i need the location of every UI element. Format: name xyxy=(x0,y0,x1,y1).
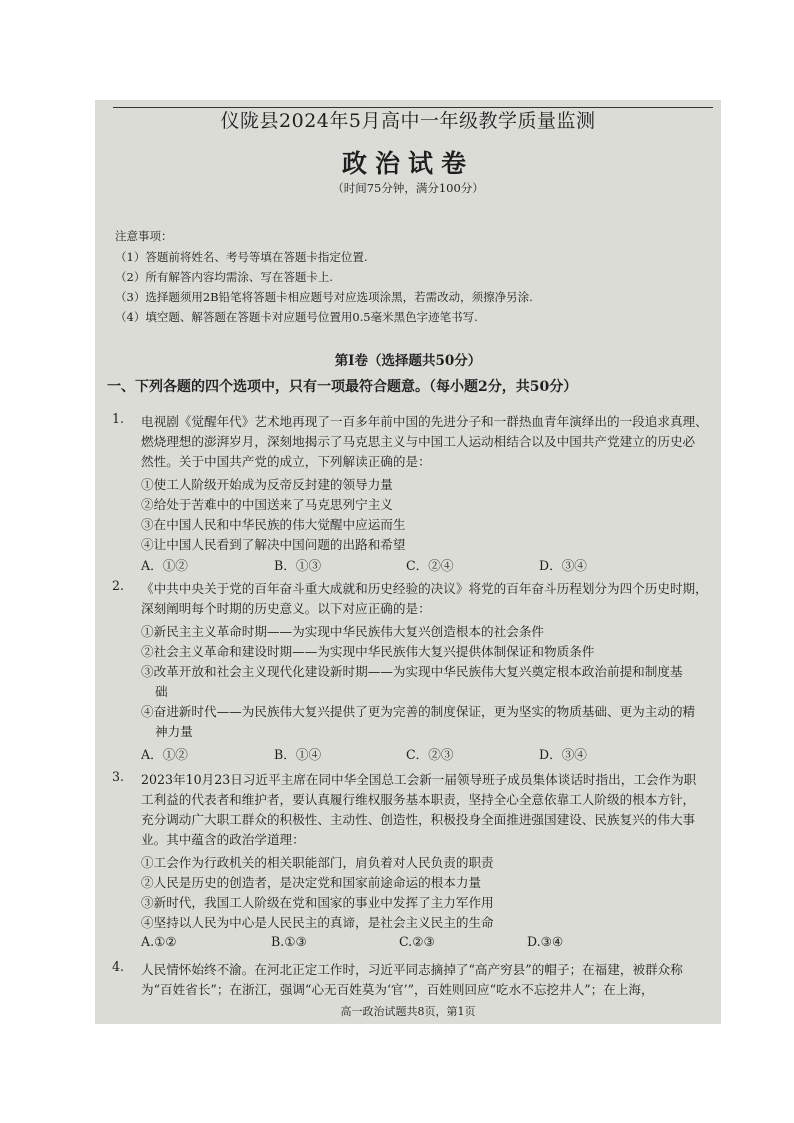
question-text: 电视剧《觉醒年代》艺术地再现了一百多年前中国的先进分子和一群热血青年演绎出的一段追求真理、 xyxy=(141,414,708,429)
question-text: 深刻阐明每个时期的历史意义。以下对应正确的是： xyxy=(141,601,431,616)
exam-title: 仪陇县2024年5月高中一年级教学质量监测 xyxy=(220,110,596,132)
question-statement: ③改革开放和社会主义现代化建设新时期——为实现中华民族伟大复兴奠定根本政治前提和制度基 xyxy=(141,664,683,679)
option-c: C.②③ xyxy=(399,934,435,949)
question-statement: ①工会作为行政机关的相关职能部门，肩负着对人民负责的职责 xyxy=(141,855,494,870)
question-text: 为“百姓省长”；在浙江，强调“心无百姓莫为‘官’”，百姓则回应“吃水不忘挖井人”；在上海， xyxy=(141,982,654,997)
question-statement: ④让中国人民看到了解决中国问题的出路和希望 xyxy=(141,537,406,552)
question-statement: ③在中国人民和中华民族的伟大觉醒中应运而生 xyxy=(141,517,406,532)
option-b: B．①③ xyxy=(274,558,322,573)
note-item: （2）所有解答内容均需涂、写在答题卡上. xyxy=(115,270,333,284)
exam-time-info: （时间75分钟，满分100分） xyxy=(332,181,484,195)
option-a: A.①② xyxy=(141,934,177,949)
question-statement: ①新民主主义革命时期——为实现中华民族伟大复兴创造根本的社会条件 xyxy=(141,624,544,639)
question-number: 3. xyxy=(112,769,125,784)
question-statement: 神力量 xyxy=(155,724,193,739)
answer-options xyxy=(141,934,701,952)
part-heading: 一、下列各题的四个选项中，只有一项最符合题意。（每小题2分，共50分） xyxy=(107,379,578,395)
question-number: 2. xyxy=(112,578,125,593)
option-c: C．②③ xyxy=(406,747,454,762)
question-text: 《中共中央关于党的百年奋斗重大成就和历史经验的决议》将党的百年奋斗历程划分为四个历史时期， xyxy=(141,581,708,596)
question-text: 燃烧理想的澎湃岁月，深刻地揭示了马克思主义与中国工人运动相结合以及中国共产党建立的历史必 xyxy=(141,434,696,449)
question-number: 4. xyxy=(112,959,125,974)
question-number: 1. xyxy=(112,411,125,426)
question-text: 然性。关于中国共产党的成立，下列解读正确的是： xyxy=(141,454,431,469)
question-text: 2023年10月23日习近平主席在同中华全国总工会新一届领导班子成员集体谈话时指出，工会作为职 xyxy=(141,772,697,787)
note-item: （4）填空题、解答题在答题卡对应题号位置用0.5毫米黑色字迹笔书写. xyxy=(115,310,478,324)
option-a: A．①② xyxy=(141,747,188,762)
question-statement: ④奋进新时代——为民族伟大复兴提供了更为完善的制度保证，更为坚实的物质基础、更为主动的精 xyxy=(141,704,696,719)
option-b: B．①④ xyxy=(274,747,322,762)
option-b: B.①③ xyxy=(271,934,307,949)
question-text: 人民情怀始终不渝。在河北正定工作时，习近平同志摘掉了“高产穷县”的帽子；在福建，被群众称 xyxy=(141,962,683,977)
option-c: C．②④ xyxy=(406,558,454,573)
note-item: （1）答题前将姓名、考号等填在答题卡指定位置. xyxy=(115,250,368,264)
question-statement: ②给处于苦难中的中国送来了马克思列宁主义 xyxy=(141,497,393,512)
option-d: D.③④ xyxy=(527,934,564,949)
option-d: D．③④ xyxy=(539,558,587,573)
question-text: 业。其中蕴含的政治学道理： xyxy=(141,832,305,847)
section-heading: 第Ⅰ卷（选择题共50分） xyxy=(334,353,482,369)
question-statement: ②社会主义革命和建设时期——为实现中华民族伟大复兴提供体制保证和物质条件 xyxy=(141,644,595,659)
exam-subject: 政治试卷 xyxy=(341,149,474,178)
note-item: （3）选择题须用2B铅笔将答题卡相应题号对应选项涂黑，若需改动，须擦净另涂. xyxy=(115,290,533,304)
question-text: 工利益的代表者和维护者，要认真履行维权服务基本职责，坚持全心全意依靠工人阶级的根本方针， xyxy=(141,792,696,807)
question-statement: ①使工人阶级开始成为反帝反封建的领导力量 xyxy=(141,477,393,492)
notes-heading: 注意事项： xyxy=(115,229,173,243)
option-d: D．③④ xyxy=(539,747,587,762)
question-statement: ②人民是历史的创造者，是决定党和国家前途命运的根本力量 xyxy=(141,875,482,890)
answer-options xyxy=(141,555,701,573)
question-statement: ③新时代，我国工人阶级在党和国家的事业中发挥了主力军作用 xyxy=(141,895,494,910)
option-a: A．①② xyxy=(141,558,188,573)
exam-paper xyxy=(95,100,721,1024)
question-statement: 础 xyxy=(155,684,168,699)
question-statement: ④坚持以人民为中心是人民民主的真谛，是社会主义民主的生命 xyxy=(141,915,494,930)
page-footer: 高一政治试题共8页，第1页 xyxy=(340,1005,476,1018)
answer-options xyxy=(141,744,701,762)
question-text: 充分调动广大职工群众的积极性、主动性、创造性，积极投身全面推进强国建设、民族复兴的伟大事 xyxy=(141,812,696,827)
